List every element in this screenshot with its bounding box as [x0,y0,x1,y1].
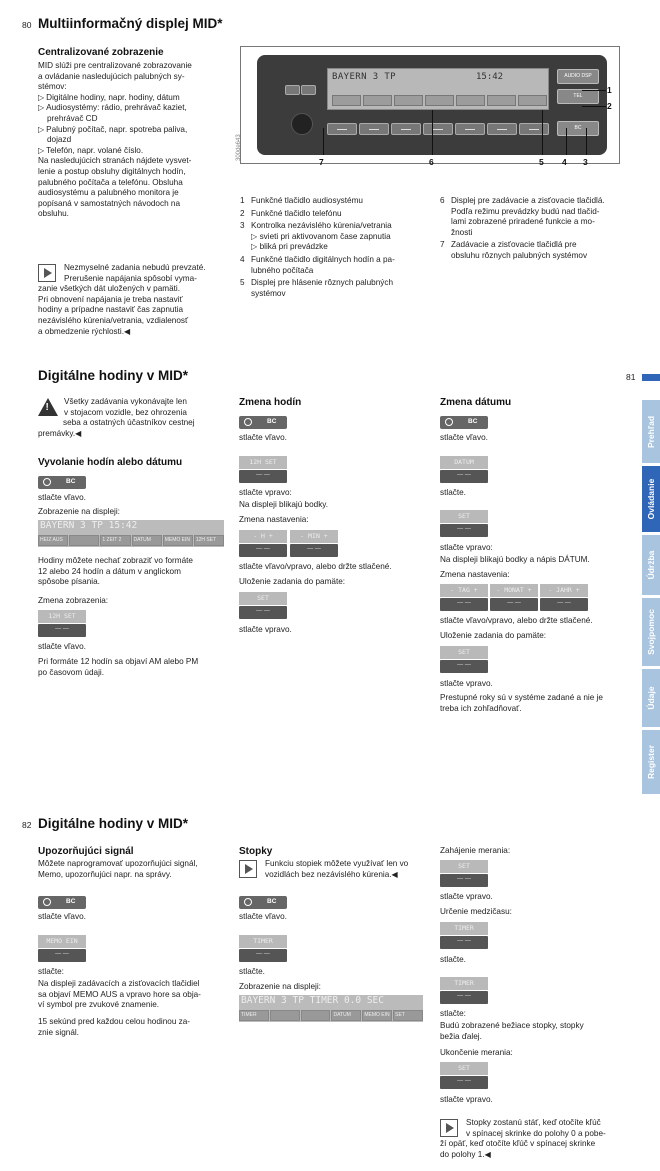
display-key: 12H SET [194,535,224,546]
text: Môžete naprogramovať upozorňujúci signál, Memo, upozorňujúci napr. na správy. [38,859,198,879]
input-key [519,123,549,135]
display-line: BAYERN 3 TP TIMER 0.0 SEC [241,995,384,1006]
legend-item: lami zobrazené priradené funkcie a mo- [451,217,595,227]
text: Uloženie zadania do pamäte: [239,577,346,586]
bc-key: BC [239,416,287,429]
legend-item: 1 Funkčné tlačidlo audiosystému [240,196,363,205]
input-key [423,123,453,135]
lcd-station: BAYERN 3 TP [332,72,397,82]
text: Hodiny môžete nechať zobraziť vo formáte 12 alebo 24 hodín a dátum v anglickom spôsobe písania. [38,556,193,587]
display-key: DATUM [331,1010,361,1021]
page-number: 80 [22,20,32,30]
bullet-triangle-icon: ▷ [38,103,45,113]
callout-line [323,128,324,155]
tab-register[interactable]: Register [642,730,660,794]
callout-7: 7 [319,157,324,167]
page-marker [642,374,660,381]
text: Zmena nastavenia: [440,570,510,579]
tab-prehlad[interactable]: Prehľad [642,400,660,463]
key-set: SET — — [440,510,488,537]
bullet-item: ▷ Audiosystémy: rádio, prehrávač kaziet, [38,103,187,113]
note-line: Pri obnovení napájania je treba nastaviť [38,294,183,304]
input-key [487,123,517,135]
clock-icon [43,898,51,906]
input-key [327,123,357,135]
legend-item: obsluhu rôznych palubných systémov [451,250,588,260]
display-readout [38,520,224,547]
bullet-triangle-icon: ▷ [38,145,45,155]
note-block: Funkciu stopiek môžete využívať len vo vozidlách bez nezávislého kúrenia.◀ [239,859,435,880]
input-key [455,123,485,135]
text: stlačte. [440,488,466,497]
section-title: Centralizované zobrazenie [38,47,164,58]
key-timer: TIMER — — [440,977,488,1004]
legend-item: Podľa režimu prevádzky budú nad tlačid- [451,206,600,216]
warning-line: v stojacom vozidle, bez ohrozenia [64,407,187,417]
callout-line [582,90,606,91]
text: stlačte vľavo/vpravo, alebo držte stlačené. [440,616,593,625]
warning-icon [38,398,58,417]
clock-icon [445,418,453,426]
clock-icon [244,418,252,426]
input-key [391,123,421,135]
key-12h-set: 12H SET — — [38,610,86,637]
bc-key: BC [239,896,287,909]
legend-item: žnosti [451,227,473,237]
display-key: MEMO EIN [362,1010,392,1021]
page-number: 82 [22,820,32,830]
mid-device-illustration [236,46,620,164]
callout-4: 4 [562,157,567,167]
key-minute: - MIN + — — [290,530,338,557]
legend-item: 7 Zadávacie a zisťovacie tlačidlá pre [440,240,577,250]
text: stlačte vľavo. [38,912,86,921]
key-hour: - H + — — [239,530,287,557]
lcd-time: 15:42 [476,72,504,82]
lcd-segment [363,95,392,106]
bc-key: BC [440,416,488,429]
lcd-segment [487,95,516,106]
tab-udrzba[interactable]: Údržba [642,535,660,595]
clock-icon [43,478,51,486]
legend-item: 4 Funkčné tlačidlo digitálnych hodín a pa- [240,254,395,264]
warning-line: premávky.◀ [38,428,82,438]
rotary-knob [291,113,313,135]
text-line: audiosystému a palubného monitora je [38,188,179,198]
display-keys [239,1010,423,1021]
legend-item: lubného počítača [251,265,314,275]
page-number: 81 [626,372,636,382]
text: Zobrazenie na displeji: [239,982,321,991]
note-line: hodiny a prípadne nastaviť čas zapnutia [38,305,184,315]
text: stlačte vľavo. [38,642,86,651]
text-line: lenie a postup obsluhy digitálnych hodín, [38,166,186,176]
text: stlačte vpravo: [239,488,292,497]
input-key [359,123,389,135]
text: stlačte. [440,955,466,964]
tel-button: TEL [557,89,599,104]
callout-5: 5 [539,157,544,167]
tab-udaje[interactable]: Údaje [642,669,660,727]
bullet-item: ▷ Telefón, napr. volané číslo. [38,145,144,155]
text-line: obsluhu. [38,209,69,219]
text: Zmena nastavenia: [239,515,309,524]
tab-svojpomoc[interactable]: Svojpomoc [642,598,660,666]
note-play-icon [239,860,257,878]
note-line: zanie všetkých dát uložených v pamäti. [38,284,180,294]
display-keys [38,535,224,546]
text-line: stémov: [38,82,67,92]
clock-icon [244,898,252,906]
display-key: HEIZ AUS [38,535,68,546]
legend-item: 6 Displej pre zadávacie a zisťovacie tlačidlá. [440,196,605,205]
note-play-icon [38,264,56,282]
text: Pri formáte 12 hodín sa objaví AM alebo PM po časovom údaji. [38,657,199,677]
key-datum: DATUM — — [440,456,488,483]
bullet-triangle-icon: ▷ [38,92,45,102]
text: Zahájenie merania: [440,846,511,855]
bullet-item-cont: prehrávač CD [47,113,98,123]
callout-2: 2 [607,101,612,111]
lcd-segment [332,95,361,106]
callout-line [586,128,587,155]
intro-text [38,61,238,220]
display-key [301,1010,331,1021]
key-timer: TIMER — — [239,935,287,962]
text-line: popísaná v samostatných návodoch na [38,198,181,208]
bullet-item: ▷ Palubný počítač, napr. spotreba paliva, [38,124,188,134]
page-title: Multiinformačný displej MID* [38,16,223,31]
display-key: MEMO EIN [163,535,193,546]
text: Budú zobrazené bežiace stopky, stopky bežia ďalej. [440,1021,584,1041]
audio-button: AUDIO DSP [557,69,599,84]
text: Uloženie zadania do pamäte: [440,631,547,640]
text: Na displeji blikajú bodky. [239,500,329,509]
text: stlačte vľavo. [239,912,287,921]
note-line: a obmedzenie rýchlosti.◀ [38,326,131,336]
text: Ukončenie merania: [440,1048,513,1057]
key-timer: TIMER — — [440,922,488,949]
warning-block [38,397,228,439]
bc-key: BC [38,476,86,489]
callout-6: 6 [429,157,434,167]
text: Zobrazenie na displeji: [38,507,120,516]
text: Zmena zobrazenia: [38,596,109,605]
bc-button: BC [557,121,599,136]
legend-item: 5 Displej pre hlásenie rôznych palubných [240,278,393,288]
key-12h-set: 12H SET — — [239,456,287,483]
key-set: SET — — [239,592,287,619]
text: stlačte vpravo. [239,625,292,634]
text: stlačte vpravo: [440,543,493,552]
section-title: Zmena hodín [239,397,302,408]
legend-right [440,196,640,264]
note-line: Nezmyselné zadania nebudú prevzaté. [64,263,206,272]
key-memo-ein: MEMO EIN — — [38,935,86,962]
lcd-segment [456,95,485,106]
bullet-item-cont: dojazd [47,135,72,145]
legend-item: systémov [251,288,286,298]
text: Prestupné roky sú v systéme zadané a nie je treba ich zohľadňovať. [440,693,603,713]
display-key: SET [393,1010,423,1021]
note-block [38,263,238,337]
figure-code: 300de643 [236,134,242,161]
callout-line [582,106,606,107]
text: stlačte vpravo. [440,1095,493,1104]
callout-3: 3 [583,157,588,167]
text: stlačte. [239,967,265,976]
text: Určenie medzičasu: [440,907,512,916]
mid-lcd [327,68,549,110]
display-key: TIMER [239,1010,269,1021]
text: Na displeji blikajú bodky a nápis DÁTUM. [440,555,590,564]
text: stlačte vľavo/vpravo, alebo držte stlačené. [239,562,392,571]
display-readout [239,995,423,1022]
legend-item: ▷ bliká pri prevádzke [251,242,328,252]
bullet-triangle-icon: ▷ [38,124,45,134]
legend-item: 2 Funkčné tlačidlo telefónu [240,208,342,218]
legend-item: 3 Kontrolka nezávislého kúrenia/vetrania [240,221,392,231]
bc-key: BC [38,896,86,909]
callout-line [542,110,543,155]
text: stlačte vľavo. [440,433,488,442]
note-line: Prerušenie napájania spôsobí vyma- [64,273,197,283]
key-set: SET — — [440,860,488,887]
callout-line [432,110,433,155]
text: stlačte vľavo. [38,493,86,502]
bullet-item: ▷ Digitálne hodiny, napr. hodiny, dátum [38,92,180,102]
small-button [285,85,300,95]
key-day: - TAG + — — [440,584,488,611]
section-title: Upozorňujúci signál [38,846,134,857]
callout-1: 1 [607,85,612,95]
display-line: BAYERN 3 TP 15:42 [40,520,138,531]
note-play-icon [440,1119,458,1137]
small-button [301,85,316,95]
text: stlačte vľavo. [239,433,287,442]
note-line: nezávislého kúrenia/vetrania, vzdialenosť [38,315,189,325]
section-title: Zmena dátumu [440,397,512,408]
section-title: Stopky [239,846,273,857]
legend-item: ▷ svieti pri aktivovanom čase zapnutia [251,231,391,241]
warning-line: seba a ostatných účastníkov cestnej [63,418,195,428]
text-line: MID slúži pre centralizované zobrazovanie [38,61,192,70]
page-title: Digitálne hodiny v MID* [38,816,189,831]
key-year: - JAHR + — — [540,584,588,611]
text-line: a ovládanie nasledujúcich palubných sy- [38,71,185,81]
text: Na displeji zadávacích a zisťovacích tlačidiel sa objaví MEMO AUS a vpravo hore sa obja- ví symbol pre zvukové znamenie. [38,979,201,1010]
note-block: Stopky zostanú stáť, keď otočíte kľúč v spínacej skrinke do polohy 0 a pobe- ží opäť, keď otočíte kľúč v spínacej skrinke do polohy 1.◀ [440,1118,606,1159]
lcd-segment [425,95,454,106]
text: stlačte vpravo. [440,679,493,688]
tab-ovladanie[interactable]: Ovládanie [642,466,660,532]
display-key: 1 ZEIT 2 [100,535,130,546]
legend-left [240,196,430,301]
text: 15 sekúnd pred každou celou hodinou za- znie signál. [38,1017,191,1037]
key-month: - MONAT + — — [490,584,538,611]
text-line: Na nasledujúcich stranách nájdete vysvet- [38,156,192,166]
lcd-segment [394,95,423,106]
section-title: Vyvolanie hodín alebo dátumu [38,457,183,468]
key-set: SET — — [440,1062,488,1089]
key-set: SET — — [440,646,488,673]
warning-line: Všetky zadávania vykonávajte len [64,397,187,406]
callout-line [566,128,567,155]
text: stlačte vpravo. [440,892,493,901]
display-key: DATUM [132,535,162,546]
lcd-segment [518,95,547,106]
text: stlačte: [38,967,64,976]
display-key [270,1010,300,1021]
page-title: Digitálne hodiny v MID* [38,368,189,383]
text-line: palubného počítača a telefónu. Obsluha [38,177,183,187]
text: stlačte: [440,1009,466,1018]
display-key [69,535,99,546]
